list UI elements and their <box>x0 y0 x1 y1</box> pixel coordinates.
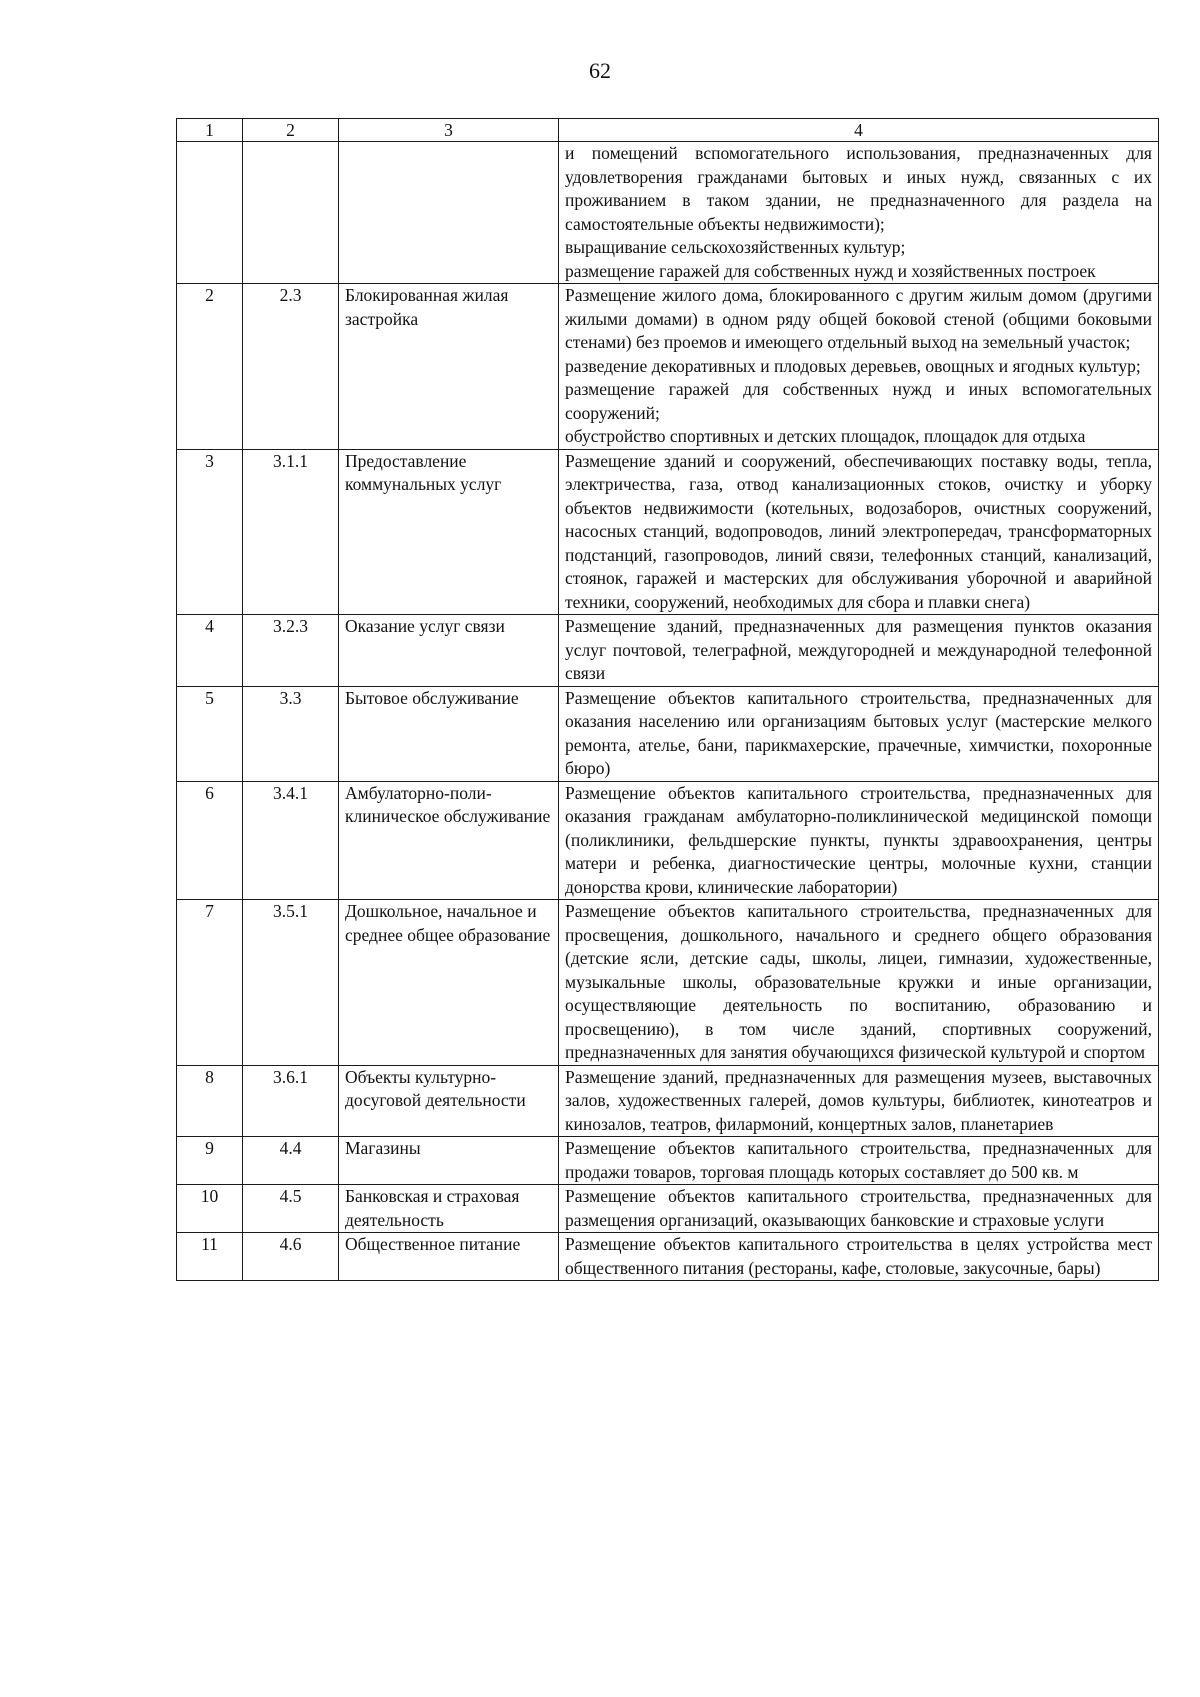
description-paragraph: и помещений вспомогательного использования, предназначенных для удовлетворения гражданами бытовых и иных нужд, связанных с их проживанием в таком здании, не предназначенного для раздела на самостоятельные объекты недвижимости); <box>565 143 1152 234</box>
land-use-description-cell <box>559 686 1159 781</box>
table-row <box>177 1185 1159 1233</box>
table-row <box>177 142 1159 284</box>
table-row <box>177 615 1159 687</box>
table-body <box>177 142 1159 1281</box>
table-header-row <box>177 119 1159 142</box>
land-use-name-cell: Бытовое обслуживание <box>339 686 559 781</box>
row-number-cell: 2 <box>177 284 243 450</box>
land-use-description-cell <box>559 1065 1159 1137</box>
land-use-code-cell: 3.1.1 <box>243 449 339 615</box>
land-use-code-cell: 3.5.1 <box>243 900 339 1066</box>
row-number-cell: 7 <box>177 900 243 1066</box>
land-use-name-cell: Объекты культурно-досуговой деятельности <box>339 1065 559 1137</box>
land-use-description-cell <box>559 449 1159 615</box>
land-use-code-cell: 3.4.1 <box>243 781 339 900</box>
page-number: 62 <box>589 58 611 83</box>
land-use-code-cell: 3.2.3 <box>243 615 339 687</box>
land-use-name-cell: Оказание услуг связи <box>339 615 559 687</box>
description-paragraph: Размещение зданий, предназначенных для размещения музеев, выставочных залов, художественных галерей, домов культуры, библиотек, кинотеатров и кинозалов, театров, филармоний, концертных залов, планетариев <box>565 1066 1152 1134</box>
land-use-description-cell <box>559 900 1159 1066</box>
column-header: 1 <box>177 119 243 142</box>
land-use-description-cell <box>559 615 1159 687</box>
land-use-name-cell <box>339 142 559 284</box>
table-row <box>177 900 1159 1066</box>
land-use-name-cell: Дошкольное, начальное и среднее общее образование <box>339 900 559 1066</box>
land-use-code-cell: 4.6 <box>243 1233 339 1281</box>
land-use-code-cell: 3.3 <box>243 686 339 781</box>
description-paragraph: Размещение жилого дома, блокированного с другим жилым домом (другими жилыми домами) в одном ряду общей боковой стеной (общими боковыми стенами) без проемов и имеющего отдельный выход на земельный участок; <box>565 285 1152 352</box>
description-paragraph: обустройство спортивных и детских площадок, площадок для отдыха <box>565 426 1086 446</box>
description-paragraph: размещение гаражей для собственных нужд и иных вспомогательных сооружений; <box>565 379 1152 423</box>
row-number-cell: 11 <box>177 1233 243 1281</box>
land-use-description-cell <box>559 1185 1159 1233</box>
description-paragraph: Размещение объектов капитального строительства, предназначенных для просвещения, дошкольного, начального и среднего общего образования (детские ясли, детские сады, школы, лицеи, гимназии, художественные, музыкальные школы, образовательные кружки и иные организации, осуществляющие деятельность по воспитанию, образованию и просвещению), в том числе зданий, спортивных сооружений, предназначенных для занятия обучающихся физической культурой и спортом <box>565 901 1152 1062</box>
land-use-code-cell: 4.5 <box>243 1185 339 1233</box>
description-paragraph: Размещение объектов капитального строительства, предназначенных для оказания гражданам амбулаторно-поликлинической медицинской помощи (поликлиники, фельдшерские пункты, пункты здравоохранения, центры матери и ребенка, диагностические центры, молочные кухни, станции донорства крови, клинические лаборатории) <box>565 782 1152 897</box>
table-row <box>177 284 1159 450</box>
description-paragraph: размещение гаражей для собственных нужд и хозяйственных построек <box>565 260 1096 281</box>
column-header: 4 <box>559 119 1159 142</box>
description-paragraph: Размещение зданий, предназначенных для размещения пунктов оказания услуг почтовой, телеграфной, междугородней и международной телефонной связи <box>565 616 1152 683</box>
land-use-name-cell: Предоставление коммунальных услуг <box>339 449 559 615</box>
land-use-description-cell <box>559 1233 1159 1281</box>
description-paragraph: Размещение объектов капитального строительства в целях устройства мест общественного питания (рестораны, кафе, столовые, закусочные, бары) <box>565 1234 1152 1278</box>
land-use-code-cell: 3.6.1 <box>243 1065 339 1137</box>
land-use-code-cell: 2.3 <box>243 284 339 450</box>
land-use-description-cell <box>559 284 1159 450</box>
column-header: 2 <box>243 119 339 142</box>
land-use-name-cell: Банковская и страховая деятельность <box>339 1185 559 1233</box>
table-row <box>177 686 1159 781</box>
land-use-name-cell: Общественное питание <box>339 1233 559 1281</box>
land-use-name-cell: Магазины <box>339 1137 559 1185</box>
table-row <box>177 449 1159 615</box>
table-row <box>177 781 1159 900</box>
land-use-description-cell <box>559 1137 1159 1185</box>
description-paragraph: Размещение объектов капитального строительства, предназначенных для продажи товаров, торговая площадь которых составляет до 500 кв. м <box>565 1138 1152 1182</box>
row-number-cell: 3 <box>177 449 243 615</box>
land-use-table <box>176 118 1159 1281</box>
row-number-cell: 6 <box>177 781 243 900</box>
land-use-code-cell: 4.4 <box>243 1137 339 1185</box>
column-header: 3 <box>339 119 559 142</box>
description-paragraph: Размещение объектов капитального строительства, предназначенных для размещения организаций, оказывающих банковские и страховые услуги <box>565 1186 1152 1230</box>
description-paragraph: разведение декоративных и плодовых деревьев, овощных и ягодных культур; <box>565 355 1141 376</box>
land-use-description-cell <box>559 142 1159 284</box>
table-row <box>177 1065 1159 1137</box>
table-row <box>177 1233 1159 1281</box>
row-number-cell: 10 <box>177 1185 243 1233</box>
row-number-cell: 9 <box>177 1137 243 1185</box>
land-use-name-cell: Амбулаторно-поли-клиническое обслуживание <box>339 781 559 900</box>
land-use-code-cell <box>243 142 339 284</box>
land-use-description-cell <box>559 781 1159 900</box>
description-paragraph: Размещение зданий и сооружений, обеспечивающих поставку воды, тепла, электричества, газа, отвод канализационных стоков, очистку и уборку объектов недвижимости (котельных, водозаборов, очистных сооружений, насосных станций, водопроводов, линий электропередач, трансформаторных подстанций, газопроводов, линий связи, телефонных станций, канализаций, стоянок, гаражей и мастерских для обслуживания уборочной и аварийной техники, сооружений, необходимых для сбора и плавки снега) <box>565 450 1152 612</box>
land-use-name-cell: Блокированная жилая застройка <box>339 284 559 450</box>
table-row <box>177 1137 1159 1185</box>
description-paragraph: Размещение объектов капитального строительства, предназначенных для оказания населению или организациям бытовых услуг (мастерские мелкого ремонта, ателье, бани, парикмахерские, прачечные, химчистки, похоронные бюро) <box>565 687 1152 778</box>
description-paragraph: выращивание сельскохозяйственных культур; <box>565 237 906 257</box>
row-number-cell: 8 <box>177 1065 243 1137</box>
row-number-cell: 5 <box>177 686 243 781</box>
row-number-cell: 4 <box>177 615 243 687</box>
row-number-cell <box>177 142 243 284</box>
